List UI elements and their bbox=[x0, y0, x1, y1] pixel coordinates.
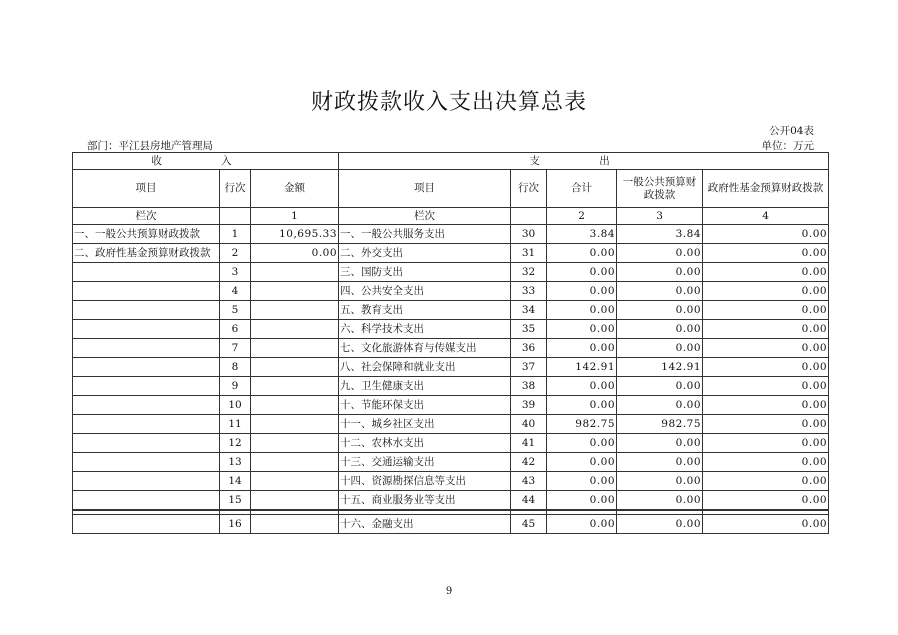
expense-item: 一、一般公共服务支出 bbox=[339, 225, 511, 244]
expense-item: 十四、资源勘探信息等支出 bbox=[339, 472, 511, 491]
expense-fund: 0.00 bbox=[703, 434, 829, 453]
table-row bbox=[73, 320, 829, 339]
expense-row-no: 33 bbox=[511, 282, 547, 301]
expense-general: 3.84 bbox=[617, 225, 703, 244]
income-row-no: 5 bbox=[220, 301, 251, 320]
expense-row-no: 31 bbox=[511, 244, 547, 263]
income-row-no: 2 bbox=[220, 244, 251, 263]
income-amount bbox=[251, 377, 339, 396]
expense-fund: 0.00 bbox=[703, 320, 829, 339]
col-header-general: 一般公共预算财政拨款 bbox=[617, 170, 703, 208]
header-row-columns bbox=[73, 170, 829, 208]
table-row bbox=[73, 358, 829, 377]
income-row-no: 10 bbox=[220, 396, 251, 415]
income-row-no: 6 bbox=[220, 320, 251, 339]
col-header-row: 行次 bbox=[220, 170, 251, 208]
income-item bbox=[73, 491, 220, 511]
expense-row-no: 40 bbox=[511, 415, 547, 434]
fiscal-summary-table bbox=[72, 152, 829, 534]
expense-row-no: 36 bbox=[511, 339, 547, 358]
expense-total: 0.00 bbox=[547, 339, 617, 358]
income-item bbox=[73, 434, 220, 453]
expense-row-no: 35 bbox=[511, 320, 547, 339]
col-header-total: 合计 bbox=[547, 170, 617, 208]
expense-total: 0.00 bbox=[547, 515, 617, 534]
table-row bbox=[73, 415, 829, 434]
expense-fund: 0.00 bbox=[703, 225, 829, 244]
income-section-header: 收 入 bbox=[73, 153, 339, 170]
table-row bbox=[73, 396, 829, 415]
income-amount bbox=[251, 515, 339, 534]
expense-general: 0.00 bbox=[617, 472, 703, 491]
lanci-4: 4 bbox=[703, 208, 829, 225]
expense-row-no: 41 bbox=[511, 434, 547, 453]
table-row bbox=[73, 301, 829, 320]
col-header-fund: 政府性基金预算财政拨款 bbox=[703, 170, 829, 208]
expense-item: 十三、交通运输支出 bbox=[339, 453, 511, 472]
expense-general: 0.00 bbox=[617, 396, 703, 415]
income-row-no: 9 bbox=[220, 377, 251, 396]
expense-total: 0.00 bbox=[547, 263, 617, 282]
income-amount bbox=[251, 415, 339, 434]
expense-fund: 0.00 bbox=[703, 301, 829, 320]
table-row bbox=[73, 453, 829, 472]
page-number: 9 bbox=[445, 586, 453, 597]
expense-row-no: 42 bbox=[511, 453, 547, 472]
expense-row-no: 34 bbox=[511, 301, 547, 320]
expense-item: 十六、金融支出 bbox=[339, 515, 511, 534]
expense-total: 0.00 bbox=[547, 244, 617, 263]
expense-general: 0.00 bbox=[617, 301, 703, 320]
expense-general: 0.00 bbox=[617, 515, 703, 534]
expense-row-no: 32 bbox=[511, 263, 547, 282]
lanci-2: 2 bbox=[547, 208, 617, 225]
expense-general: 0.00 bbox=[617, 263, 703, 282]
expense-total: 0.00 bbox=[547, 491, 617, 511]
department-label: 部门：平江县房地产管理局 bbox=[87, 140, 213, 152]
header-row-lanci bbox=[73, 208, 829, 225]
expense-general: 0.00 bbox=[617, 491, 703, 511]
expense-fund: 0.00 bbox=[703, 244, 829, 263]
expense-general: 0.00 bbox=[617, 282, 703, 301]
income-amount bbox=[251, 396, 339, 415]
income-item bbox=[73, 515, 220, 534]
lanci-1: 1 bbox=[251, 208, 339, 225]
expense-fund: 0.00 bbox=[703, 515, 829, 534]
income-item bbox=[73, 282, 220, 301]
expense-total: 0.00 bbox=[547, 434, 617, 453]
expense-item: 十二、农林水支出 bbox=[339, 434, 511, 453]
income-row-no: 1 bbox=[220, 225, 251, 244]
expense-fund: 0.00 bbox=[703, 339, 829, 358]
col-header-amount: 金额 bbox=[251, 170, 339, 208]
expense-fund: 0.00 bbox=[703, 377, 829, 396]
income-amount bbox=[251, 282, 339, 301]
income-row-no: 3 bbox=[220, 263, 251, 282]
table-row bbox=[73, 434, 829, 453]
expense-item: 三、国防支出 bbox=[339, 263, 511, 282]
income-item bbox=[73, 339, 220, 358]
income-amount bbox=[251, 339, 339, 358]
expense-general: 0.00 bbox=[617, 377, 703, 396]
expense-row-no: 38 bbox=[511, 377, 547, 396]
income-amount bbox=[251, 472, 339, 491]
income-amount: 10,695.33 bbox=[251, 225, 339, 244]
income-amount bbox=[251, 453, 339, 472]
expense-row-no: 43 bbox=[511, 472, 547, 491]
expense-general: 0.00 bbox=[617, 320, 703, 339]
income-item bbox=[73, 415, 220, 434]
table-row bbox=[73, 515, 829, 534]
expense-row-no: 30 bbox=[511, 225, 547, 244]
income-row-no: 16 bbox=[220, 515, 251, 534]
expense-fund: 0.00 bbox=[703, 396, 829, 415]
expense-fund: 0.00 bbox=[703, 472, 829, 491]
expense-total: 0.00 bbox=[547, 396, 617, 415]
expense-row-no: 45 bbox=[511, 515, 547, 534]
header-row-section bbox=[73, 153, 829, 170]
page-title: 财政拨款收入支出决算总表 bbox=[310, 90, 587, 115]
income-item bbox=[73, 377, 220, 396]
income-item: 一、一般公共预算财政拨款 bbox=[73, 225, 220, 244]
expense-total: 0.00 bbox=[547, 472, 617, 491]
expense-fund: 0.00 bbox=[703, 491, 829, 511]
lanci-label: 栏次 bbox=[73, 208, 220, 225]
col-header-exp-item: 项目 bbox=[339, 170, 511, 208]
col-header-item: 项目 bbox=[73, 170, 220, 208]
table-row bbox=[73, 339, 829, 358]
income-row-no: 8 bbox=[220, 358, 251, 377]
expense-total: 3.84 bbox=[547, 225, 617, 244]
expense-row-no: 44 bbox=[511, 491, 547, 511]
expense-fund: 0.00 bbox=[703, 453, 829, 472]
expense-row-no: 37 bbox=[511, 358, 547, 377]
expense-fund: 0.00 bbox=[703, 358, 829, 377]
expense-item: 十一、城乡社区支出 bbox=[339, 415, 511, 434]
income-amount bbox=[251, 434, 339, 453]
income-item bbox=[73, 453, 220, 472]
expense-general: 0.00 bbox=[617, 434, 703, 453]
expense-item: 四、公共安全支出 bbox=[339, 282, 511, 301]
expense-item: 七、文化旅游体育与传媒支出 bbox=[339, 339, 511, 358]
table-row bbox=[73, 244, 829, 263]
lanci-exp-label: 栏次 bbox=[339, 208, 511, 225]
expense-row-no: 39 bbox=[511, 396, 547, 415]
expense-general: 0.00 bbox=[617, 453, 703, 472]
income-amount bbox=[251, 301, 339, 320]
expense-fund: 0.00 bbox=[703, 263, 829, 282]
income-item bbox=[73, 396, 220, 415]
form-code: 公开04表 bbox=[769, 125, 814, 137]
col-header-exp-row: 行次 bbox=[511, 170, 547, 208]
table-row bbox=[73, 282, 829, 301]
income-amount: 0.00 bbox=[251, 244, 339, 263]
expense-general: 982.75 bbox=[617, 415, 703, 434]
expense-total: 0.00 bbox=[547, 320, 617, 339]
expense-total: 982.75 bbox=[547, 415, 617, 434]
expense-item: 五、教育支出 bbox=[339, 301, 511, 320]
table-row bbox=[73, 491, 829, 511]
income-amount bbox=[251, 491, 339, 511]
income-item bbox=[73, 472, 220, 491]
expense-total: 0.00 bbox=[547, 377, 617, 396]
expense-item: 六、科学技术支出 bbox=[339, 320, 511, 339]
expense-item: 九、卫生健康支出 bbox=[339, 377, 511, 396]
income-row-no: 7 bbox=[220, 339, 251, 358]
income-item bbox=[73, 263, 220, 282]
expense-item: 十、节能环保支出 bbox=[339, 396, 511, 415]
income-row-no: 13 bbox=[220, 453, 251, 472]
expense-total: 0.00 bbox=[547, 282, 617, 301]
income-item bbox=[73, 301, 220, 320]
income-row-no: 14 bbox=[220, 472, 251, 491]
lanci-3: 3 bbox=[617, 208, 703, 225]
income-row-no: 12 bbox=[220, 434, 251, 453]
income-amount bbox=[251, 358, 339, 377]
table-row bbox=[73, 472, 829, 491]
expense-item: 十五、商业服务业等支出 bbox=[339, 491, 511, 511]
income-amount bbox=[251, 320, 339, 339]
table-row bbox=[73, 263, 829, 282]
table-row bbox=[73, 225, 829, 244]
expense-total: 142.91 bbox=[547, 358, 617, 377]
expense-section-header: 支 出 bbox=[339, 153, 829, 170]
unit-label: 单位：万元 bbox=[761, 140, 814, 152]
expense-fund: 0.00 bbox=[703, 415, 829, 434]
income-item bbox=[73, 358, 220, 377]
income-item bbox=[73, 320, 220, 339]
expense-general: 0.00 bbox=[617, 339, 703, 358]
expense-total: 0.00 bbox=[547, 453, 617, 472]
expense-fund: 0.00 bbox=[703, 282, 829, 301]
income-row-no: 11 bbox=[220, 415, 251, 434]
expense-item: 八、社会保障和就业支出 bbox=[339, 358, 511, 377]
income-row-no: 4 bbox=[220, 282, 251, 301]
income-row-no: 15 bbox=[220, 491, 251, 511]
income-amount bbox=[251, 263, 339, 282]
expense-item: 二、外交支出 bbox=[339, 244, 511, 263]
expense-general: 142.91 bbox=[617, 358, 703, 377]
expense-general: 0.00 bbox=[617, 244, 703, 263]
table-row bbox=[73, 377, 829, 396]
income-item: 二、政府性基金预算财政拨款 bbox=[73, 244, 220, 263]
expense-total: 0.00 bbox=[547, 301, 617, 320]
